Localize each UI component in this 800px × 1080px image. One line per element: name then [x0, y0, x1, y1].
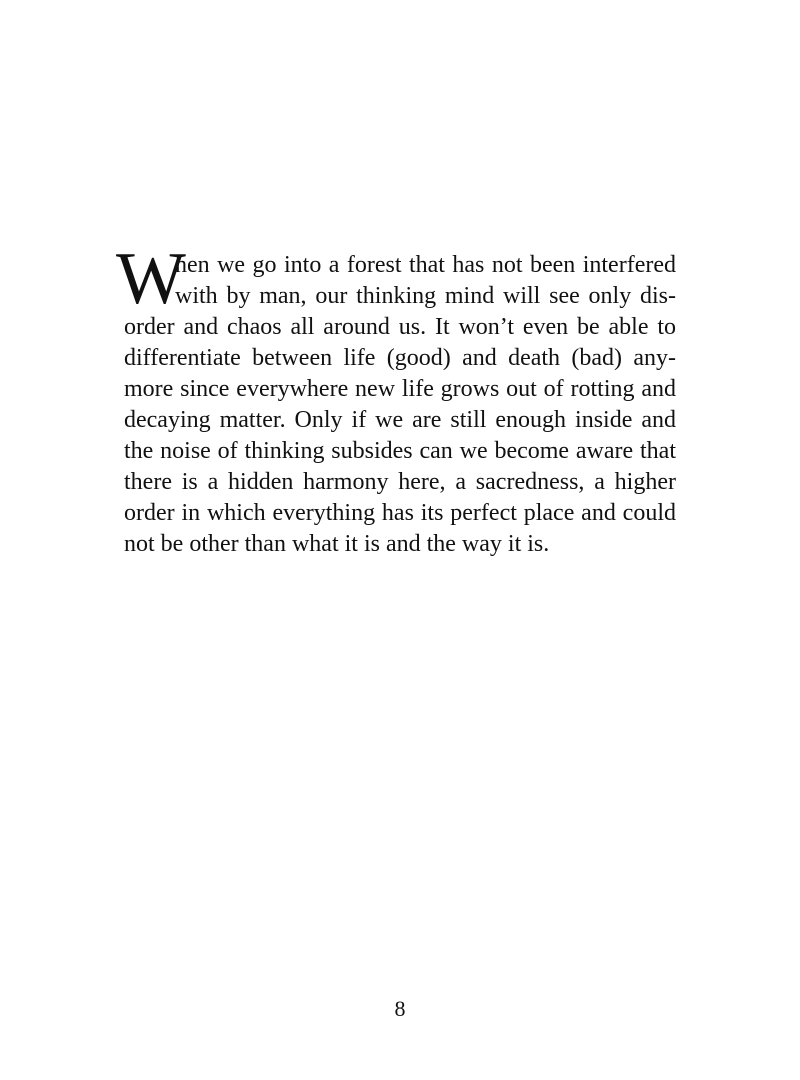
passage-line: with by man, our thinking mind will see only dis-	[175, 283, 676, 309]
passage-line: more since everywhere new life grows out of rotting and	[124, 376, 676, 402]
passage-line: order in which everything has its perfect place and could	[124, 500, 676, 526]
passage-line: differentiate between life (good) and death (bad) any-	[124, 345, 676, 371]
passage-line: order and chaos all around us. It won’t even be able to	[124, 314, 676, 340]
passage-line: there is a hidden harmony here, a sacredness, a higher	[124, 469, 676, 495]
passage-line: decaying matter. Only if we are still enough inside and	[124, 407, 676, 433]
passage-line: not be other than what it is and the way it is.	[124, 531, 550, 557]
drop-cap: W	[116, 238, 186, 320]
page-number: 8	[394, 996, 406, 1021]
passage-line: the noise of thinking subsides can we become aware that	[124, 438, 676, 464]
passage-line: hen we go into a forest that has not been interfered	[175, 252, 676, 278]
passage	[116, 238, 676, 560]
